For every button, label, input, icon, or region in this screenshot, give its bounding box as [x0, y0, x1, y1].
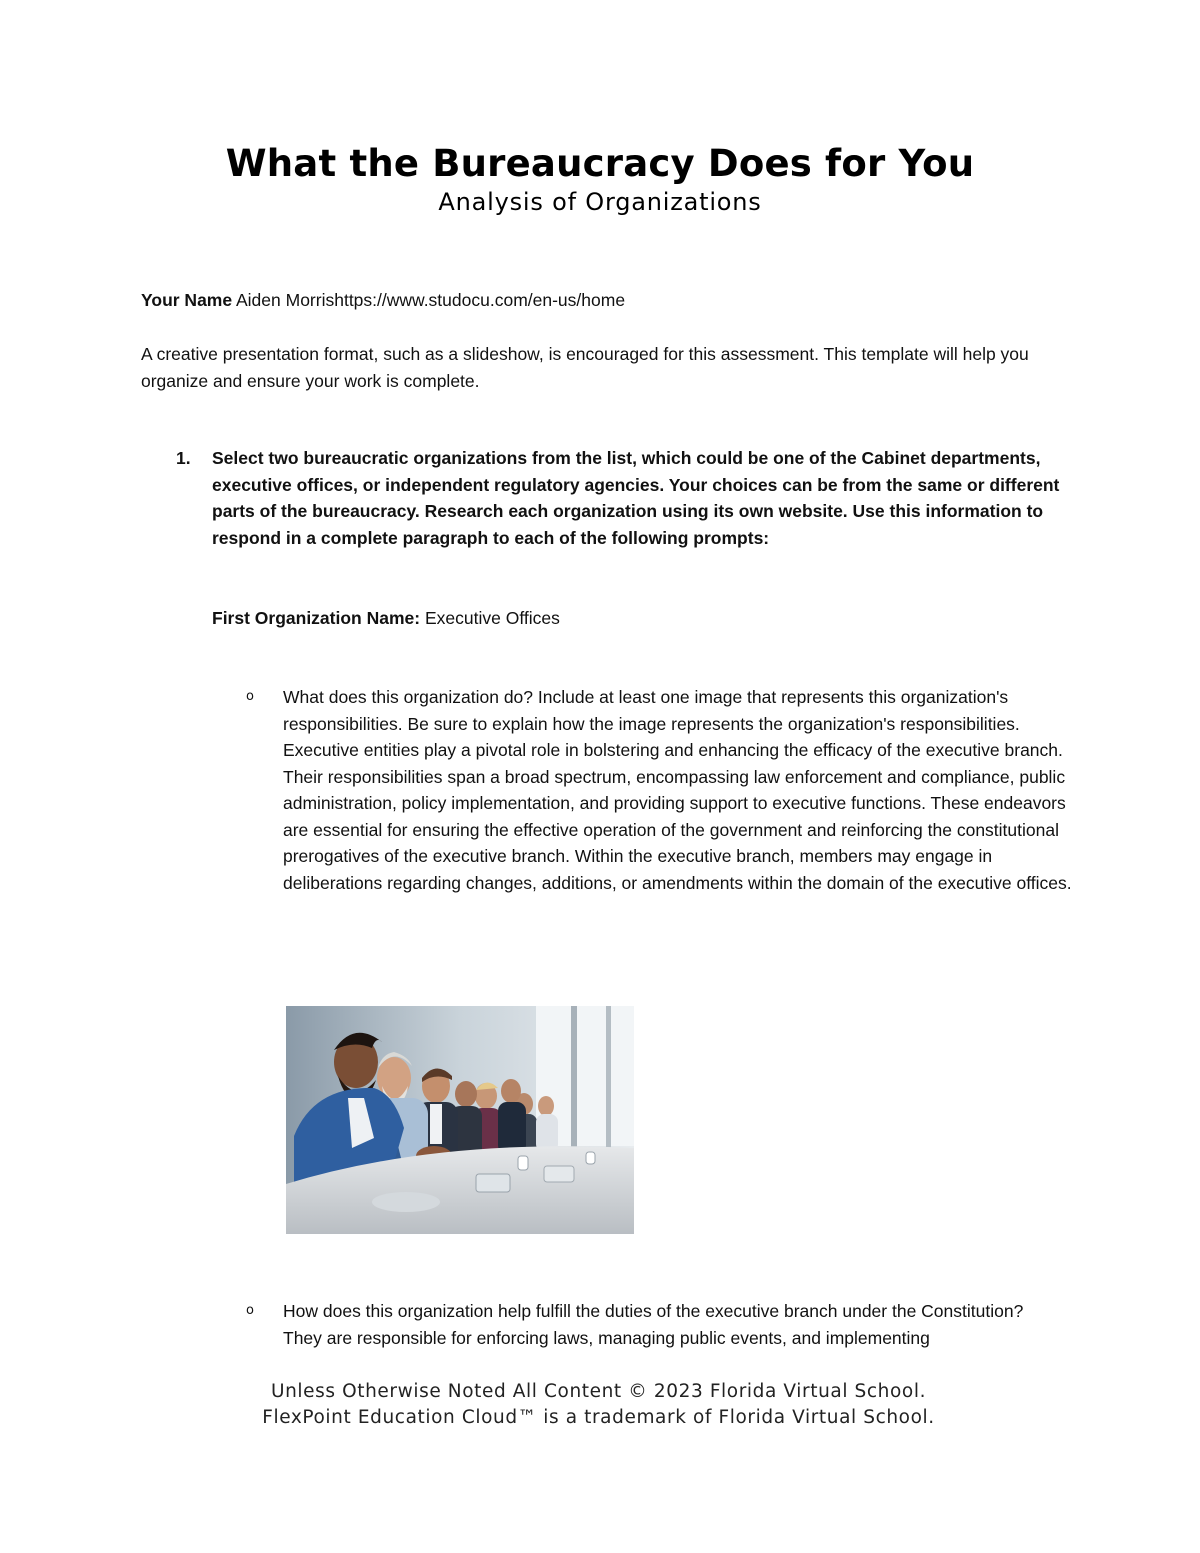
prompt-2-question: How does this organization help fulfill the duties of the executive branch under the Constitution? — [283, 1301, 1024, 1321]
prompt-1-question: What does this organization do? Include at least one image that represents this organization's responsibilities. Be sure to explain how the image represents the organization's responsibilities. — [283, 687, 1020, 734]
document-title: What the Bureaucracy Does for You — [225, 142, 975, 185]
organization-value: Executive Offices — [424, 608, 560, 628]
student-name-line — [141, 287, 1071, 314]
intro-paragraph: A creative presentation format, such as a slideshow, is encouraged for this assessment. This template will help you organize and ensure your work is complete. — [141, 344, 1029, 391]
bullet-icon: o — [246, 1303, 254, 1318]
question-1-number: 1. — [176, 448, 191, 468]
name-value: Aiden Morrishttps://www.studocu.com/en-us/home — [236, 290, 626, 310]
first-organization-line — [212, 605, 1052, 632]
prompt-2-answer: They are responsible for enforcing laws, managing public events, and implementing — [283, 1327, 930, 1348]
organization-label: First Organization Name: — [212, 608, 421, 628]
page-footer — [0, 1379, 1200, 1431]
prompt-2 — [283, 1298, 1073, 1351]
bullet-icon: o — [246, 689, 254, 704]
footer-copyright: Unless Otherwise Noted All Content © 2023 Florida Virtual School. — [270, 1381, 927, 1402]
prompt-1-answer: Executive entities play a pivotal role in bolstering and enhancing the efficacy of the executive branch. Their responsibilities span a broad spectrum, encompassing law enforcement and compliance, public administration, policy implementation, and providing support to executive functions. These endeavors are essential for ensuring the effective operation of the government and reinforcing the constitutional prerogatives of the executive branch. Within the executive branch, members may engage in deliberations regarding changes, additions, or amendments within the domain of the executive offices. — [283, 740, 1072, 893]
name-label: Your Name — [141, 290, 233, 310]
document-subtitle: Analysis of Organizations — [438, 188, 762, 216]
meeting-photo-icon — [286, 1006, 634, 1234]
question-1-text: Select two bureaucratic organizations from the list, which could be one of the Cabinet departments, executive offices, or independent regulatory agencies. Your choices can be from the same or different parts of the bureaucracy. Research each organization using its own website. Use this information to respond in a complete paragraph to each of the following prompts: — [212, 448, 1060, 548]
prompt-1 — [283, 684, 1073, 896]
footer-trademark: FlexPoint Education Cloud™ is a trademark of Florida Virtual School. — [262, 1407, 935, 1428]
